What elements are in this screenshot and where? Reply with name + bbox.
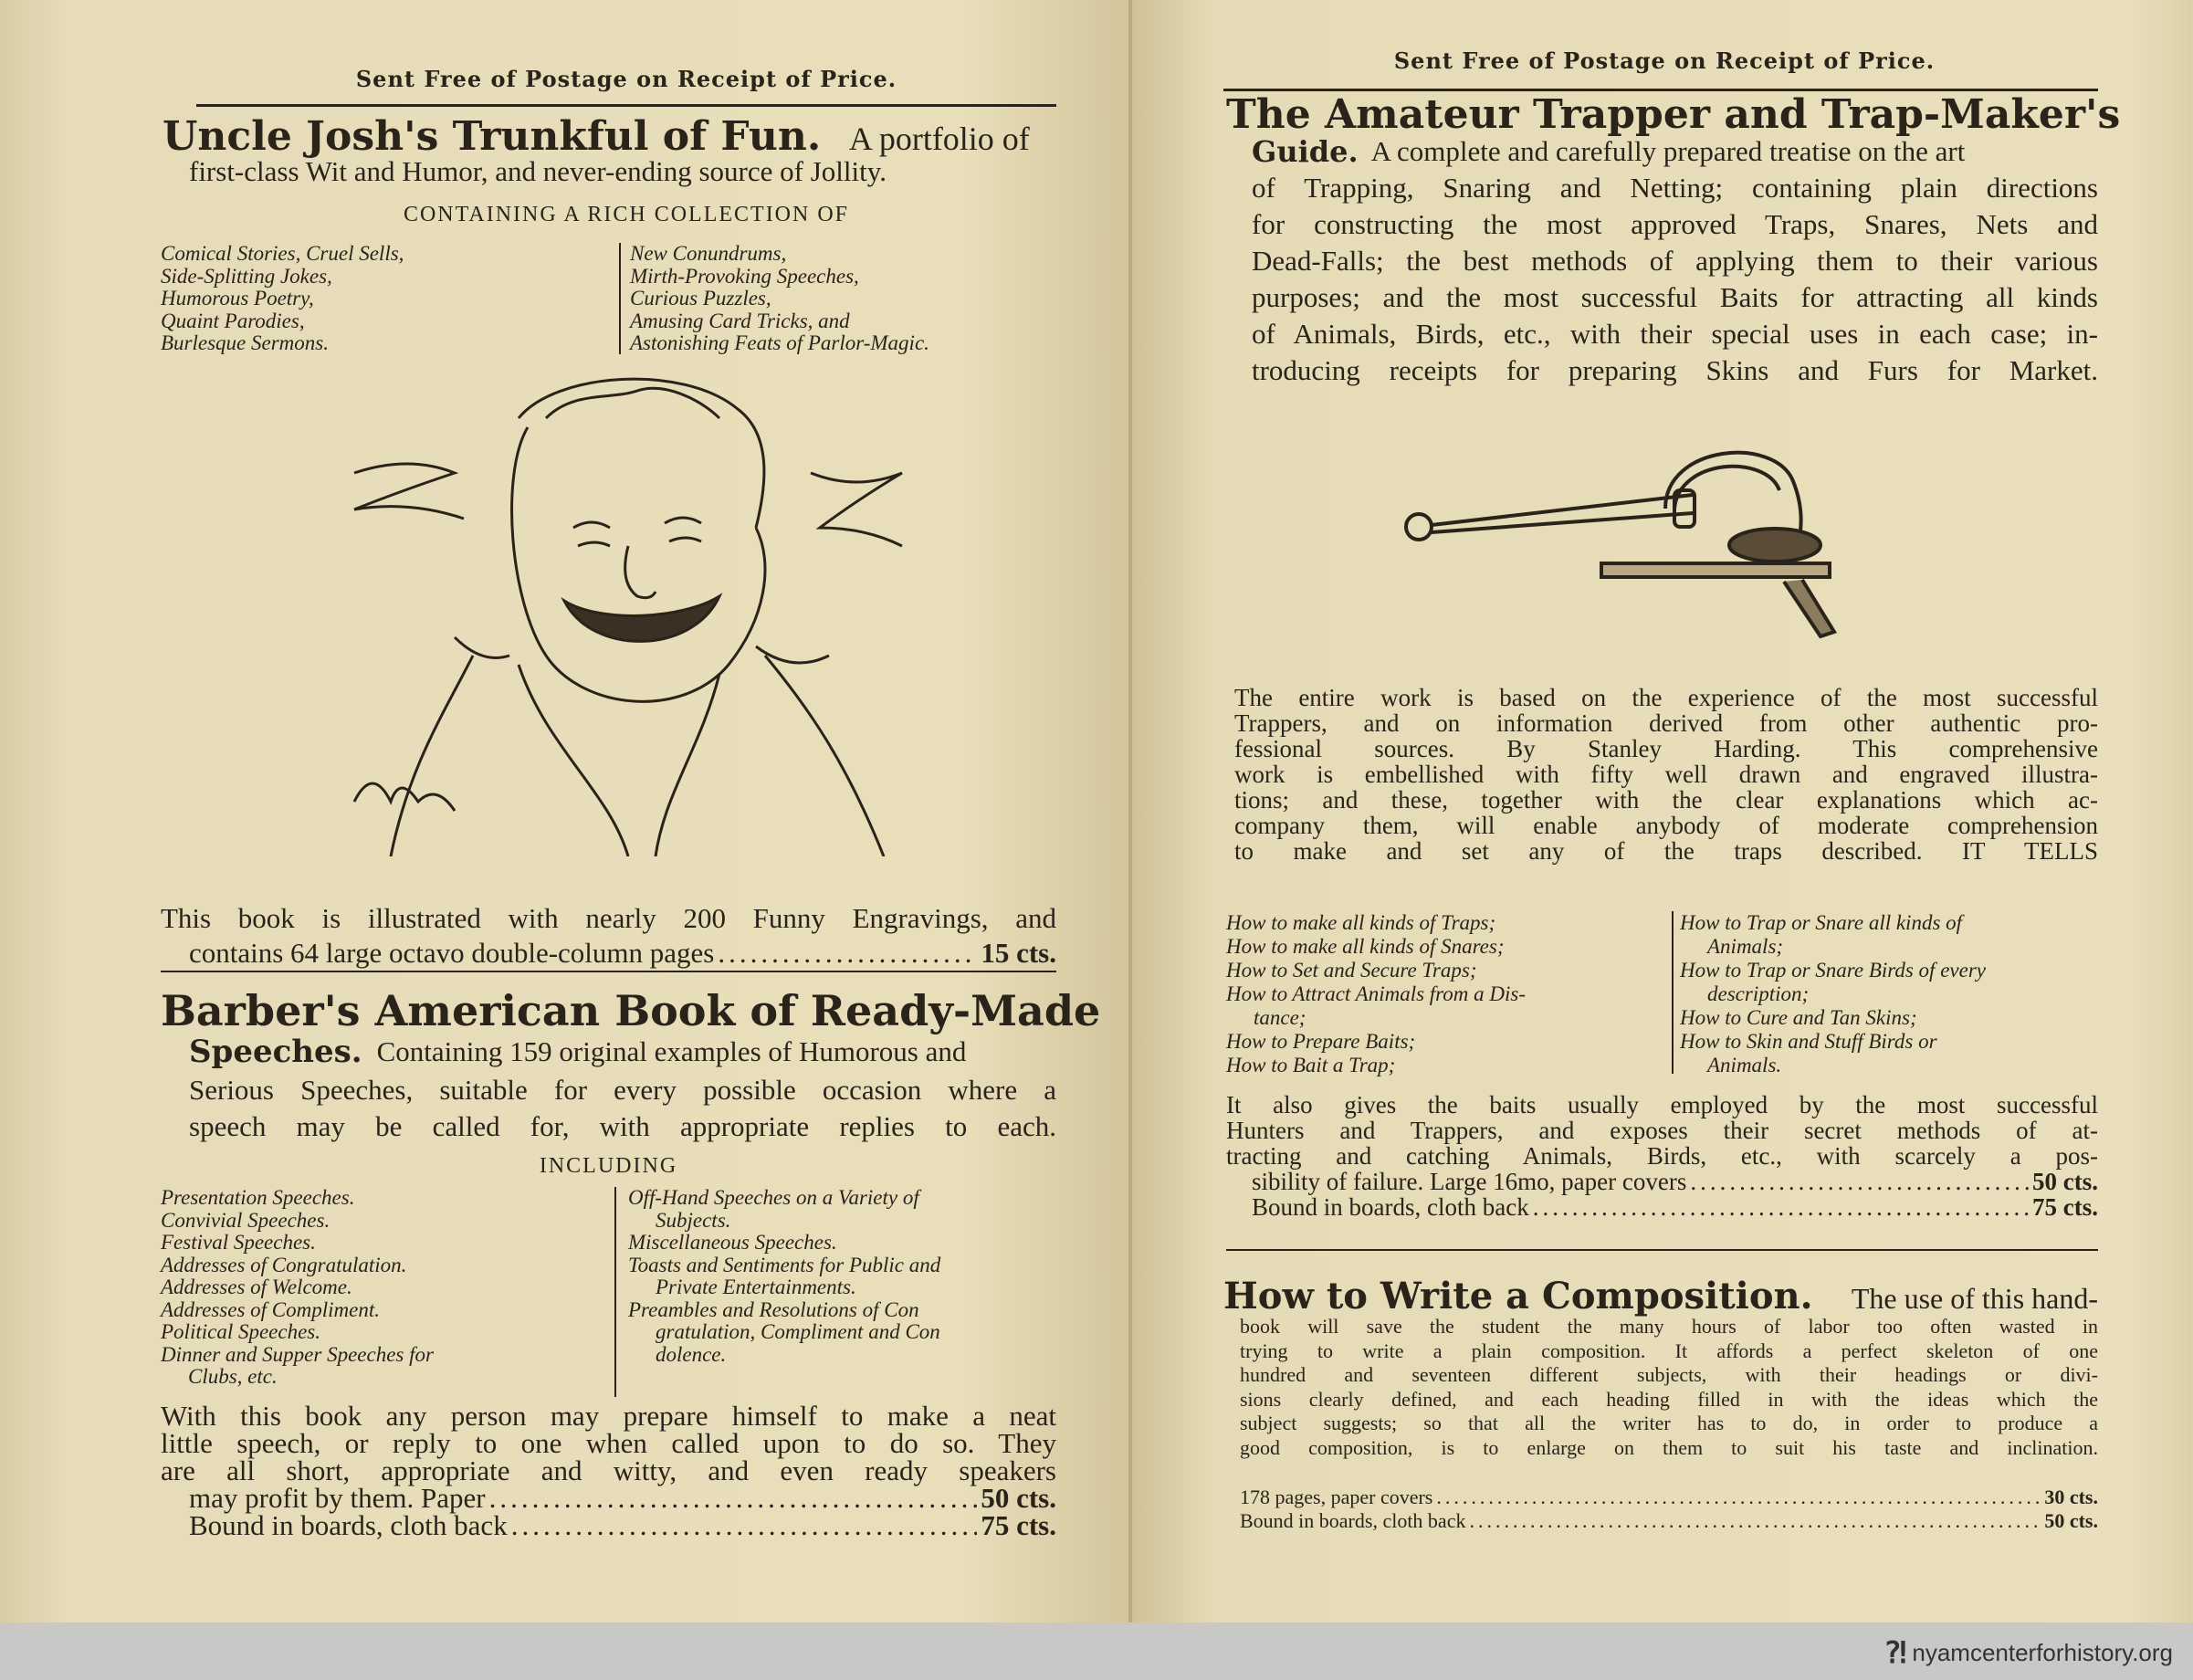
- description-line: of Animals, Birds, etc., with their special uses in each case; in-: [1252, 318, 2098, 350]
- paragraph-line-group: [161, 1402, 1056, 1485]
- list-item: Burlesque Sermons.: [161, 331, 329, 354]
- list-item: How to Prepare Baits;: [1226, 1030, 1416, 1053]
- description-line: for constructing the most approved Traps, Snares, Nets and: [1252, 208, 2098, 240]
- question-mark-flask-icon: ⁈: [1884, 1636, 1907, 1669]
- list-item: Dinner and Supper Speeches for: [161, 1342, 434, 1366]
- list-item: dolence.: [656, 1342, 727, 1366]
- right-page: [1132, 0, 2193, 1622]
- footer-bar: [0, 1622, 2193, 1680]
- list-item-group: [630, 243, 1068, 355]
- list-item: description;: [1707, 982, 1810, 1005]
- list-item: Preambles and Resolutions of Con: [628, 1297, 919, 1321]
- price-label: Bound in boards, cloth back: [189, 1509, 508, 1541]
- description-line: troducing receipts for preparing Skins and Furs for Market.: [1252, 354, 2098, 386]
- list-item: How to Skin and Stuff Birds or: [1680, 1030, 1937, 1053]
- divider: [196, 104, 1056, 107]
- price-line: [189, 1482, 1056, 1514]
- title-rest: A portfolio of: [848, 121, 1030, 157]
- dot-leader: [1469, 1509, 2041, 1533]
- price-line: [189, 1509, 1056, 1541]
- price-amount: 15 cts.: [981, 937, 1056, 969]
- list-item: How to make all kinds of Snares;: [1226, 935, 1505, 958]
- paragraph-line: With this book any person may prepare himself to make a neat: [161, 1400, 1056, 1432]
- description-line: sions clearly defined, and each heading filled in with the ideas which the: [1240, 1387, 2098, 1411]
- paragraph-line: work is embellished with fifty well drawn and engraved illustra-: [1234, 761, 2098, 788]
- site-name: nyamcenterforhistory.org: [1912, 1638, 2173, 1666]
- price-amount: 75 cts.: [2032, 1193, 2098, 1221]
- price-amount: 50 cts.: [981, 1482, 1056, 1514]
- page-header: Sent Free of Postage on Receipt of Price.: [355, 66, 897, 92]
- list-item: Political Speeches.: [161, 1320, 320, 1343]
- price-label: 178 pages, paper covers: [1240, 1486, 1433, 1508]
- price-list: [189, 1482, 1056, 1541]
- dot-leader: [1533, 1194, 2029, 1220]
- list-item: Subjects.: [656, 1208, 731, 1232]
- price-list: [1252, 1169, 2098, 1220]
- list-item: Toasts and Sentiments for Public and: [628, 1253, 941, 1276]
- paragraph-line: Trappers, and on information derived from other authentic pro-: [1234, 709, 2098, 737]
- barber-title-line2: [189, 1034, 1056, 1070]
- title-rest: Containing 159 original examples of Humorous and: [376, 1035, 967, 1067]
- book-title: Uncle Josh's Trunkful of Fun.: [163, 113, 822, 160]
- dot-leader: [511, 1512, 978, 1539]
- description-line-group: [161, 900, 1056, 937]
- price-line: [189, 935, 1056, 971]
- price-amount: 50 cts.: [2032, 1168, 2098, 1195]
- list-item: How to Attract Animals from a Dis-: [1226, 982, 1526, 1005]
- list-item: Off-Hand Speeches on a Variety of: [628, 1186, 919, 1209]
- price-label: Bound in boards, cloth back: [1240, 1509, 1466, 1532]
- price-list: [189, 935, 1056, 971]
- paragraph-line: are all short, appropriate and witty, and even ready speakers: [161, 1454, 1056, 1486]
- list-item: How to Set and Secure Traps;: [1226, 959, 1477, 982]
- page-header: Sent Free of Postage on Receipt of Price.: [1393, 47, 1936, 74]
- list-item: Curious Puzzles,: [630, 287, 771, 310]
- paragraph-line: Hunters and Trappers, and exposes their secret methods of at-: [1226, 1117, 2098, 1144]
- description-line: purposes; and the most successful Baits for attracting all kinds: [1252, 281, 2098, 313]
- dot-leader: [718, 935, 977, 971]
- dot-leader: [1690, 1169, 2029, 1194]
- dot-leader: [489, 1485, 978, 1512]
- list-item: Quaint Parodies,: [161, 309, 305, 332]
- list-item: How to make all kinds of Traps;: [1226, 911, 1496, 934]
- list-item: Private Entertainments.: [656, 1276, 856, 1298]
- book-title-cont: Speeches.: [189, 1034, 362, 1070]
- description-line-group: [1252, 170, 2098, 389]
- laughing-man-illustration: [336, 363, 923, 856]
- list-item: Animals;: [1707, 935, 1784, 958]
- price-line: [1240, 1509, 2098, 1533]
- description-line: book will save the student the many hours of labor too often wasted in: [1240, 1315, 2098, 1338]
- description-line: Serious Speeches, suitable for every possible occasion where a: [189, 1074, 1056, 1106]
- list-item: Convivial Speeches.: [161, 1208, 331, 1232]
- steel-trap-illustration: [1391, 426, 1848, 664]
- divider: [161, 971, 1056, 972]
- price-label: contains 64 large octavo double-column pages: [189, 937, 715, 969]
- including-heading: INCLUDING: [539, 1154, 678, 1178]
- price-amount: 75 cts.: [981, 1509, 1056, 1541]
- barber-title: [161, 986, 1101, 1035]
- description-line: Dead-Falls; the best methods of applying them to their various: [1252, 245, 2098, 277]
- list-item: Clubs, etc.: [188, 1365, 278, 1388]
- list-item: Animals.: [1707, 1054, 1782, 1076]
- list-item: Presentation Speeches.: [161, 1186, 355, 1209]
- paragraph-line-group: [1234, 685, 2098, 864]
- description-line-group: [189, 1072, 1056, 1145]
- book-title: How to Write a Composition.: [1223, 1275, 1813, 1318]
- paragraph-line: to make and set any of the traps described. IT TELLS: [1234, 837, 2098, 865]
- price-label: sibility of failure. Large 16mo, paper covers: [1252, 1168, 1687, 1195]
- list-item: How to Trap or Snare all kinds of: [1680, 911, 1963, 934]
- paragraph-line: tracting and catching Animals, Birds, etc., with scarcely a pos-: [1226, 1142, 2098, 1170]
- list-item: Comical Stories, Cruel Sells,: [161, 242, 404, 265]
- list-item-group: [161, 243, 599, 355]
- list-item: Humorous Poetry,: [161, 287, 314, 310]
- paragraph-line: It also gives the baits usually employed by the most successful: [1226, 1091, 2098, 1118]
- description-line: trying to write a plain composition. It affords a perfect skeleton of one: [1240, 1339, 2098, 1362]
- list-item-group: [161, 1187, 608, 1389]
- list-item: How to Bait a Trap;: [1226, 1054, 1396, 1076]
- list-item: New Conundrums,: [630, 242, 787, 265]
- price-label: may profit by them. Paper: [189, 1482, 486, 1514]
- trapper-title: [1226, 91, 2121, 138]
- paragraph-line: fessional sources. By Stanley Harding. This comprehensive: [1234, 735, 2098, 762]
- list-item: Miscellaneous Speeches.: [628, 1231, 837, 1254]
- left-page: [0, 0, 1132, 1622]
- composition-title: [1223, 1275, 2098, 1318]
- description-line: This book is illustrated with nearly 200 Funny Engravings, and: [161, 902, 1056, 934]
- price-line: [1252, 1169, 2098, 1194]
- price-line: [1240, 1486, 2098, 1509]
- column-divider: [619, 243, 621, 354]
- paragraph-line-group: [1226, 1092, 2098, 1169]
- list-item: Amusing Card Tricks, and: [630, 309, 850, 332]
- list-item: Mirth-Provoking Speeches,: [630, 264, 859, 288]
- list-item: Addresses of Congratulation.: [161, 1253, 407, 1276]
- price-amount: 50 cts.: [2044, 1509, 2098, 1532]
- paragraph-line: little speech, or reply to one when called upon to do so. They: [161, 1427, 1056, 1459]
- description-line: speech may be called for, with appropriate replies to each.: [189, 1110, 1056, 1142]
- list-item: How to Trap or Snare Birds of every: [1680, 959, 1986, 982]
- list-item: How to Cure and Tan Skins;: [1680, 1006, 1917, 1029]
- price-label: Bound in boards, cloth back: [1252, 1193, 1529, 1221]
- containing-heading: CONTAINING A RICH COLLECTION OF: [403, 203, 850, 226]
- list-item: Side-Splitting Jokes,: [161, 264, 332, 288]
- column-divider: [1672, 911, 1674, 1074]
- site-logo[interactable]: [1885, 1635, 2173, 1670]
- book-title: Barber's American Book of Ready-Made: [161, 986, 1101, 1035]
- paragraph-line: The entire work is based on the experience of the most successful: [1234, 684, 2098, 711]
- divider: [1226, 1249, 2098, 1251]
- dot-leader: [1436, 1486, 2041, 1509]
- book-title: The Amateur Trapper and Trap-Maker's: [1226, 91, 2121, 138]
- price-amount: 30 cts.: [2044, 1486, 2098, 1508]
- description-line: subject suggests; so that all the writer has to do, in order to produce a: [1240, 1412, 2098, 1434]
- price-line: [1252, 1194, 2098, 1220]
- paragraph-line: tions; and these, together with the clear explanations which ac-: [1234, 786, 2098, 814]
- title-rest: The use of this hand-: [1851, 1282, 2098, 1315]
- description-line-group: [1240, 1315, 2098, 1460]
- book-title-cont: Guide.: [1252, 134, 1359, 169]
- list-item: Addresses of Compliment.: [161, 1297, 380, 1321]
- paragraph-line: company them, will enable anybody of moderate comprehension: [1234, 812, 2098, 839]
- description-line: hundred and seventeen different subjects, with their headings or divi-: [1240, 1363, 2098, 1386]
- list-item-group: [628, 1187, 1057, 1366]
- list-item-group: [1680, 911, 2098, 1077]
- description-line: good composition, is to enlarge on them to suit his taste and inclination.: [1240, 1435, 2098, 1459]
- trapper-title-line2: [1252, 133, 2098, 170]
- list-item: Astonishing Feats of Parlor-Magic.: [630, 331, 929, 354]
- list-item-group: [1226, 911, 1664, 1077]
- description-line: of Trapping, Snaring and Netting; containing plain directions: [1252, 172, 2098, 204]
- list-item: gratulation, Compliment and Con: [656, 1320, 940, 1343]
- price-list: [1240, 1486, 2098, 1533]
- title-rest: A complete and carefully prepared treatise on the art: [1370, 135, 1966, 167]
- list-item: Festival Speeches.: [161, 1231, 316, 1254]
- uncle-josh-subtitle: first-class Wit and Humor, and never-ending source of Jollity.: [189, 155, 887, 187]
- column-divider: [614, 1187, 616, 1397]
- list-item: Addresses of Welcome.: [161, 1276, 352, 1298]
- list-item: tance;: [1254, 1006, 1306, 1029]
